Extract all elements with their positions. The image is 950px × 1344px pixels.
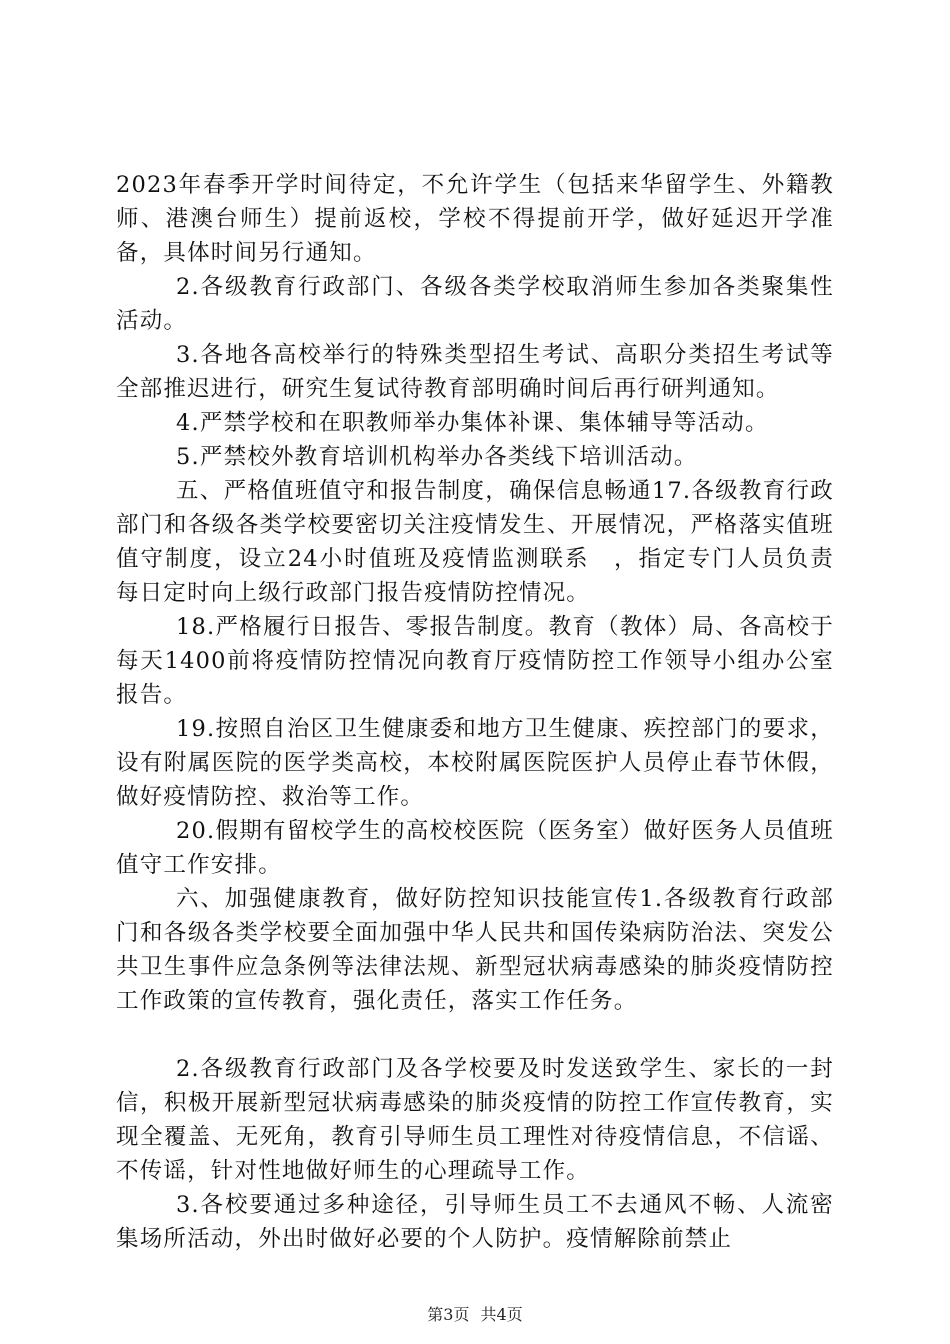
paragraph-item-20: 20.假期有留校学生的高校校医院（医务室）做好医务人员值班值守工作安排。 [116,818,834,878]
page-number: 第3页 [427,1305,470,1324]
paragraph-item-3: 3.各地各高校举行的特殊类型招生考试、高职分类招生考试等全部推迟进行，研究生复试待教育部明确时间后再行研判通知。 [116,342,834,402]
paragraph-six-item-3: 3.各校要通过多种途径，引导师生员工不去通风不畅、人流密集场所活动，外出时做好必要的个人防护。疫情解除前禁止 [116,1192,834,1252]
paragraph-six-item-2: 2.各级教育行政部门及各学校要及时发送致学生、家长的一封信，积极开展新型冠状病毒感染的肺炎疫情的防控工作宣传教育，实现全覆盖、无死角，教育引导师生员工理性对待疫情信息，不信谣、不传谣，针对性地做好师生的心理疏导工作。 [116,1056,834,1184]
paragraph-item-19: 19.按照自治区卫生健康委和地方卫生健康、疾控部门的要求，设有附属医院的医学类高校，本校附属医院医护人员停止春节休假，做好疫情防控、救治等工作。 [116,716,834,810]
page-total: 共4页 [480,1305,523,1324]
paragraph-continuation: 2023年春季开学时间待定，不允许学生（包括来华留学生、外籍教师、港澳台师生）提前返校，学校不得提前开学，做好延迟开学准备，具体时间另行通知。 [116,172,834,266]
section-six-heading-paragraph: 六、加强健康教育，做好防控知识技能宣传1.各级教育行政部门和各级各类学校要全面加强中华人民共和国传染病防治法、突发公共卫生事件应急条例等法律法规、新型冠状病毒感染的肺炎疫情防控工作政策的宣传教育，强化责任，落实工作任务。 [116,886,834,1014]
paragraph-item-5: 5.严禁校外教育培训机构举办各类线下培训活动。 [176,444,698,470]
paragraph-item-4: 4.严禁学校和在职教师举办集体补课、集体辅导等活动。 [176,410,769,436]
page-footer [0,1302,950,1325]
paragraph-item-2: 2.各级教育行政部门、各级各类学校取消师生参加各类聚集性活动。 [116,274,834,334]
paragraph-item-18: 18.严格履行日报告、零报告制度。教育（教体）局、各高校于每天1400前将疫情防控情况向教育厅疫情防控工作领导小组办公室报告。 [116,614,834,708]
document-body [116,168,834,1256]
section-five-heading-paragraph: 五、严格值班值守和报告制度，确保信息畅通17.各级教育行政部门和各级各类学校要密切关注疫情发生、开展情况，严格落实值班值守制度，设立24小时值班及疫情监测联系 ，指定专门人员负责每日定时向上级行政部门报告疫情防控情况。 [116,478,834,606]
